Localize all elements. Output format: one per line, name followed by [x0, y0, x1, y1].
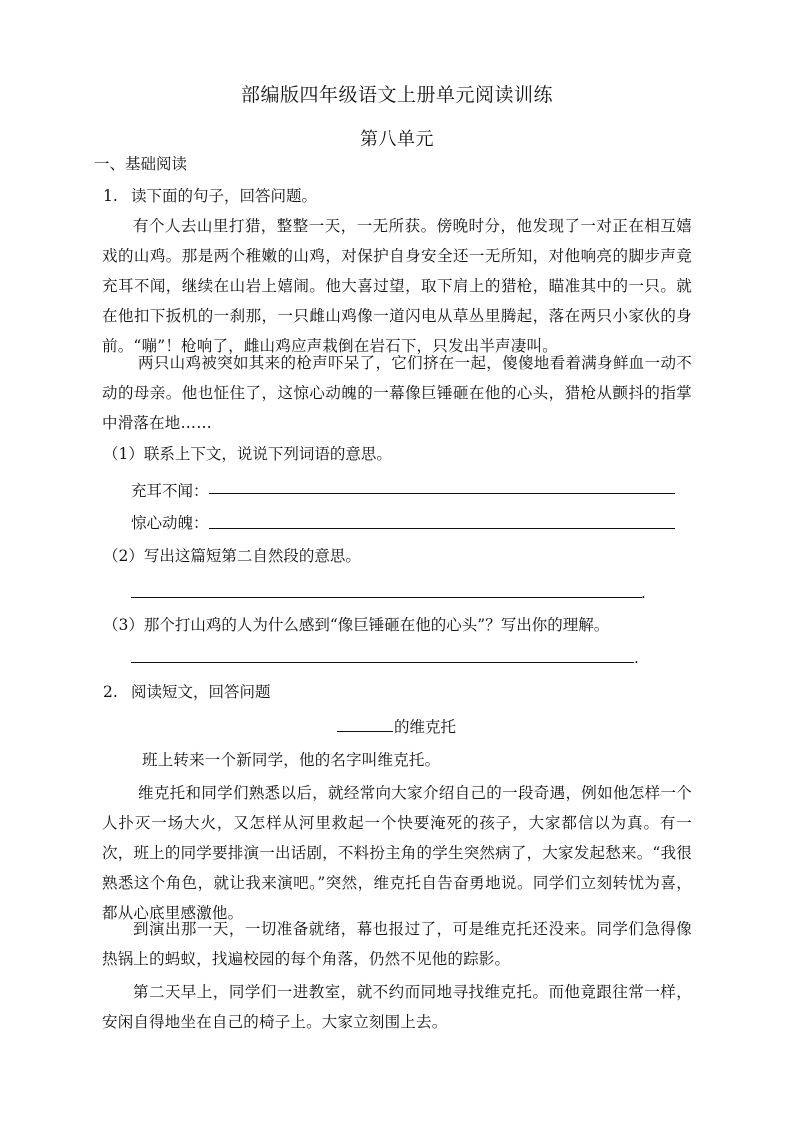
question-2-number: 2.: [103, 683, 118, 701]
story-title-blank[interactable]: [337, 715, 393, 732]
word-label-1: 充耳不闻：: [131, 482, 209, 500]
subquestion-2: （2）写出这篇短第二自然段的意思。: [103, 547, 361, 565]
story-title: [337, 715, 456, 737]
answer-line-3-period: .: [641, 584, 646, 602]
question-1-number: 1.: [103, 187, 118, 205]
subquestion-1: （1）联系上下文，说说下列词语的意思。: [103, 445, 392, 463]
question-2-prompt: 阅读短文，回答问题: [131, 683, 271, 701]
unit-subtitle: 第八单元: [360, 129, 434, 150]
story-title-text: 的维克托: [394, 718, 457, 736]
story-paragraph-4: 第二天早上，同学们一进教室，就不约而同地寻找维克托。而他竟跟往常一样，安闲自得地坐在自己的椅子上。大家立刻围上去。: [102, 983, 692, 1031]
section-heading: 一、基础阅读: [94, 155, 188, 173]
story-paragraph-2: 维克托和同学们熟悉以后，就经常向大家介绍自己的一段奇遇，例如他怎样一个人扑灭一场大火，又怎样从河里救起一个快要淹死的孩子，大家都信以为真。有一次，班上的同学要排演一出话剧，不料扮主角的学生突然病了，大家发起愁来。“我很熟悉这个角色，就让我来演吧。”突然，维克托自告奋勇地说。同学们立刻转忧为喜，都从心底里感激他。: [102, 784, 692, 922]
answer-line-2[interactable]: [209, 528, 675, 529]
answer-line-3[interactable]: [131, 597, 642, 598]
story-paragraph-3: 到演出那一天，一切准备就绪，幕也报过了，可是维克托还没来。同学们急得像热锅上的蚂蚁，找遍校园的每个角落，仍然不见他的踪影。: [102, 920, 692, 968]
story-paragraph-1: 班上转来一个新同学，他的名字叫维克托。: [142, 751, 441, 769]
answer-line-4-period: .: [634, 649, 639, 667]
answer-line-4[interactable]: [131, 662, 634, 663]
word-label-2: 惊心动魄：: [131, 514, 209, 532]
subquestion-3: （3）那个打山鸡的人为什么感到“像巨锤砸在他的心头”？写出你的理解。: [103, 616, 610, 634]
answer-line-1[interactable]: [209, 493, 675, 494]
passage-1-paragraph-2: 两只山鸡被突如其来的枪声吓呆了，它们挤在一起，傻傻地看着满身鲜血一动不动的母亲。他也怔住了，这惊心动魄的一幕像巨锤砸在他的心头，猎枪从颤抖的指掌中滑落在地……: [102, 354, 692, 432]
passage-1-paragraph-1: 有个人去山里打猎，整整一天，一无所获。傍晚时分，他发现了一对正在相互嬉戏的山鸡。那是两个稚嫩的山鸡，对保护自身安全还一无所知，对他响亮的脚步声竟充耳不闻，继续在山岩上嬉闹。他大喜过望，取下肩上的猎枪，瞄准其中的一只。就在他扣下扳机的一刹那，一只雌山鸡像一道闪电从草丛里腾起，落在两只小家伙的身前。“嘣”！枪响了，雌山鸡应声栽倒在岩石下，只发出半声凄叫。: [102, 217, 692, 355]
document-title: 部编版四年级语文上册单元阅读训练: [240, 84, 553, 106]
question-1-prompt: 读下面的句子，回答问题。: [131, 187, 318, 205]
